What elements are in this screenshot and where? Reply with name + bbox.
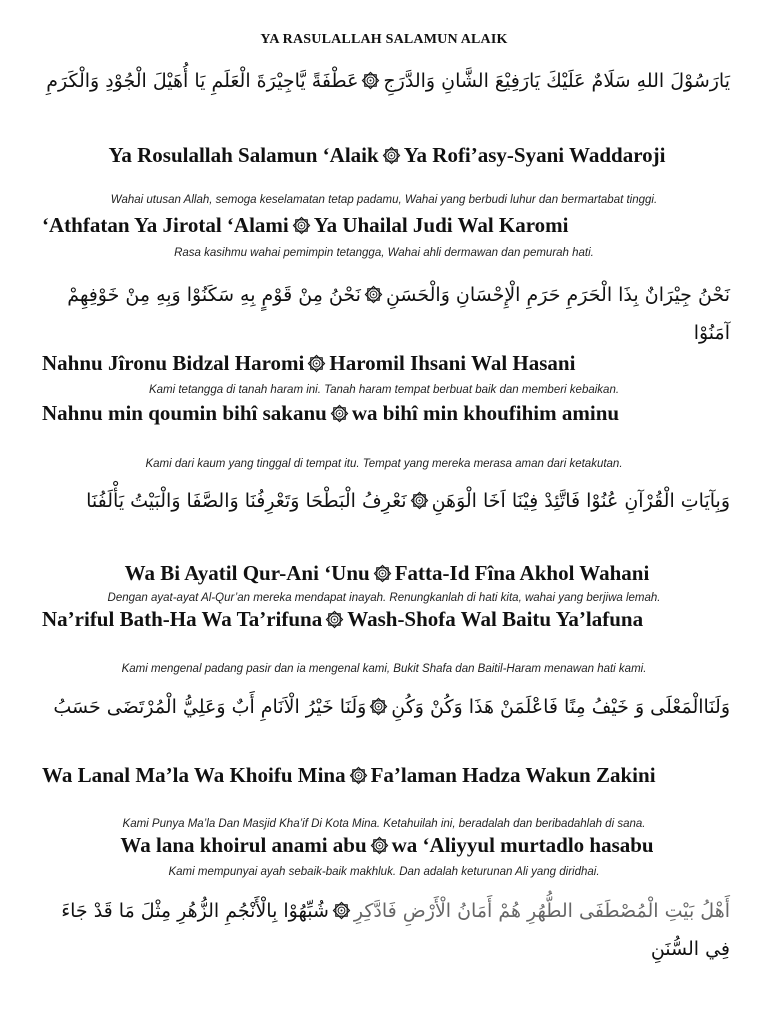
arabic-verse-5 (40, 892, 730, 968)
romanized-half: Wash-Shofa Wal Baitu Ya’lafuna (347, 607, 644, 631)
romanized-line-2 (42, 210, 732, 241)
octagram-ornament-icon (330, 404, 349, 423)
translation-line-1: Wahai utusan Allah, semoga keselamatan tetap padamu, Wahai yang berbudi luhur dan bermartabat tinggi. (110, 194, 658, 206)
translation-line-2: Rasa kasihmu wahai pemimpin tetangga, Wahai ahli dermawan dan pemurah hati. (174, 247, 594, 259)
arabic-half-left: شُبِّهُوْا بِالْأَنْجُمِ الزُّهُرِ مِثْلَ مَا قَدْ جَاءَ فِي السُّنَنِ (61, 900, 730, 960)
octagram-ornament-icon (332, 901, 351, 920)
octagram-ornament-icon (325, 610, 344, 629)
octagram-ornament-icon (364, 285, 383, 304)
octagram-ornament-icon (373, 564, 392, 583)
romanized-half: Ya Rosulallah Salamun ‘Alaik (108, 143, 379, 167)
romanized-line-6 (42, 604, 732, 635)
octagram-ornament-icon (307, 354, 326, 373)
romanized-line-5 (42, 558, 732, 589)
translation-line-5: Dengan ayat-ayat Al-Qur’an mereka mendapat inayah. Renungkanlah di hati kita, wahai yang berjiwa lemah. (107, 592, 661, 604)
romanized-line-7 (42, 760, 732, 791)
arabic-verse-3 (40, 482, 730, 520)
octagram-ornament-icon (369, 697, 388, 716)
arabic-half-left: نَحْنُ مِنْ قَوْمٍ بِهِ سَكَنُوْا وَبِهِ مِنْ خَوْفِهِمْ آمَنُوْا (67, 284, 730, 344)
translation-line-4: Kami dari kaum yang tinggal di tempat itu. Tempat yang mereka merasa aman dari ketakutan. (145, 458, 623, 470)
translation-line-8: Kami mempunyai ayah sebaik-baik makhluk. Dan adalah keturunan Ali yang diridhai. (168, 866, 600, 878)
arabic-verse-1 (40, 62, 730, 100)
octagram-ornament-icon (410, 491, 429, 510)
octagram-ornament-icon (382, 146, 401, 165)
octagram-ornament-icon (349, 766, 368, 785)
arabic-half-right: يَارَسُوْلَ اللهِ سَلَامٌ عَلَيْكَ يَارَفِيْعَ الشَّانِ وَالدَّرَجِ (383, 70, 730, 92)
romanized-half: Ya Rofi’asy-Syani Waddaroji (403, 143, 666, 167)
romanized-half: Na’riful Bath-Ha Wa Ta’rifuna (42, 607, 323, 631)
romanized-line-8 (42, 830, 732, 861)
romanized-line-1 (42, 140, 732, 171)
octagram-ornament-icon (292, 216, 311, 235)
translation-line-7: Kami Punya Ma’la Dan Masjid Kha’if Di Kota Mina. Ketahuilah ini, beradalah dan beribadahlah di sana. (122, 818, 646, 830)
romanized-half: Haromil Ihsani Wal Hasani (329, 351, 576, 375)
romanized-half: Nahnu min qoumin bihî sakanu (42, 401, 327, 425)
arabic-half-left: وَلَنَا خَيْرُ الْاَنَامِ أَبٌ وَعَلِيُّ الْمُرْتَضَى حَسَبُ (53, 696, 367, 718)
arabic-half-right: نَحْنُ جِيْرَانٌ بِذَا الْحَرَمِ حَرَمِ الْإِحْسَانِ وَالْحَسَنِ (385, 284, 730, 306)
octagram-ornament-icon (361, 71, 380, 90)
romanized-half: wa ‘Aliyyul murtadlo hasabu (391, 833, 654, 857)
romanized-half: ‘Athfatan Ya Jirotal ‘Alami (42, 213, 289, 237)
romanized-half: Nahnu Jîronu Bidzal Haromi (42, 351, 305, 375)
arabic-half-right: أَهْلُ بَيْتِ الْمُصْطَفَى الطُّهُرِ هُمْ أَمَانُ الْأَرْضِ فَادَّكِرِ (353, 900, 730, 922)
translation-line-6: Kami mengenal padang pasir dan ia mengenal kami, Bukit Shafa dan Baitil-Haram menawan hati kami. (121, 663, 647, 675)
arabic-verse-4 (40, 688, 730, 726)
arabic-half-right: وَبِآيَاتِ الْقُرْآنِ عُنُوْا فَاتَّئِدْ فِيْنَا اَخَا الْوَهَنِ (431, 490, 730, 512)
translation-line-3: Kami tetangga di tanah haram ini. Tanah haram tempat berbuat baik dan memberi kebaikan. (148, 384, 620, 396)
romanized-half: Fatta-Id Fîna Akhol Wahani (394, 561, 650, 585)
romanized-half: Wa lana khoirul anami abu (120, 833, 367, 857)
arabic-half-left: عَطْفَةً يَّاجِيْرَةَ الْعَلَمِ يَا أُهَيْلَ الْجُوْدِ وَالْكَرَمِ (46, 70, 359, 92)
page-title: YA RASULALLAH SALAMUN ALAIK (260, 32, 508, 47)
arabic-verse-2 (40, 276, 730, 352)
romanized-half: Wa Bi Ayatil Qur-Ani ‘Unu (124, 561, 370, 585)
romanized-line-3 (42, 348, 732, 379)
romanized-half: Wa Lanal Ma’la Wa Khoifu Mina (42, 763, 346, 787)
arabic-half-left: نَعْرِفُ الْبَطْحَا وَتَعْرِفُنَا وَالصَّفَا وَالْبَيْتُ يَأْلَفُنَا (86, 490, 407, 512)
romanized-line-4 (42, 398, 732, 429)
octagram-ornament-icon (370, 836, 389, 855)
arabic-half-right: وَلَنَاالْمَعْلَى وَ خَيْفُ مِنًا فَاعْلَمَنْ هَذَا وَكُنْ وَكُنِ (391, 696, 730, 718)
romanized-half: wa bihî min khoufihim aminu (351, 401, 620, 425)
romanized-half: Fa’laman Hadza Wakun Zakini (370, 763, 656, 787)
romanized-half: Ya Uhailal Judi Wal Karomi (313, 213, 569, 237)
